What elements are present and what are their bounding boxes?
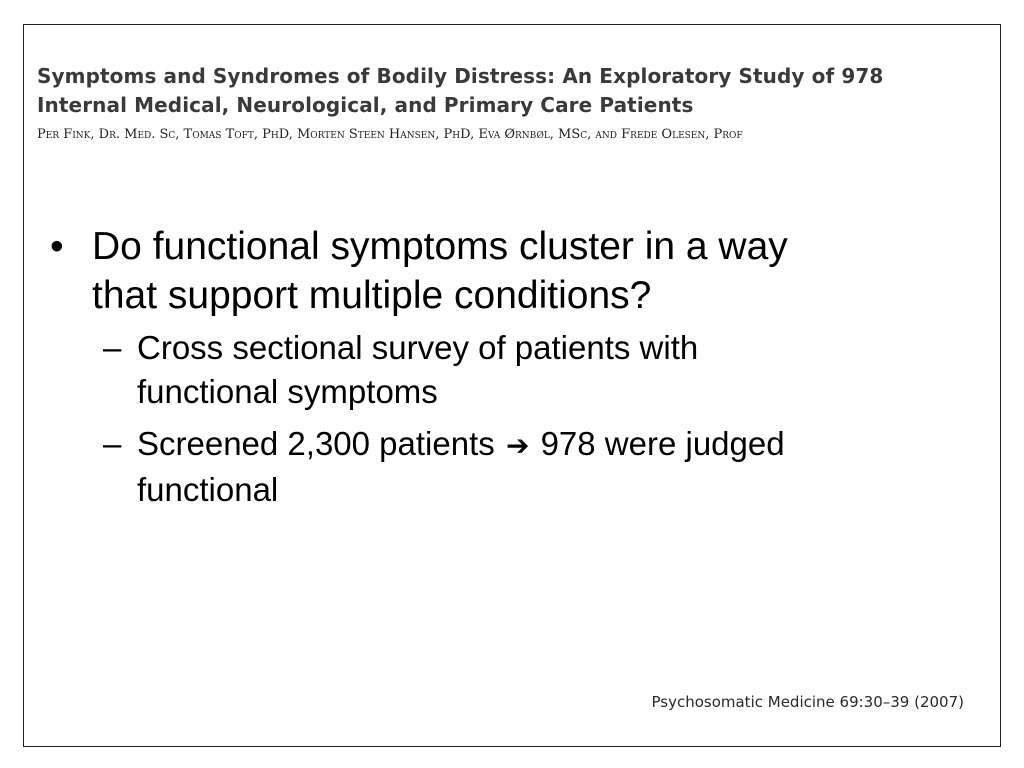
bullet-main-line-1: Do functional symptoms cluster in a way [92,225,788,268]
sub-bullet-screening-before-arrow: Screened 2,300 patients [137,425,495,462]
right-arrow-icon: ➔ [505,429,530,462]
bullet-main-line-2: that support multiple conditions? [92,274,652,317]
paper-title [37,62,997,120]
sub-bullet-screening-text [137,422,950,512]
bullet-dot-icon: • [50,225,64,268]
paper-header [37,62,997,144]
bullet-main [50,222,950,320]
sub-bullet-screening [103,422,950,512]
bullet-main-text [92,222,950,320]
journal-citation: Psychosomatic Medicine 69:30–39 (2007) [651,693,964,711]
dash-icon: – [103,425,122,462]
paper-title-line-2: Internal Medical, Neurological, and Primary Care Patients [37,93,694,117]
paper-authors: Per Fink, Dr. Med. Sc, Tomas Toft, PhD, Morten Steen Hansen, PhD, Eva Ørnbøl, MSc, and Frede Olesen, Prof [37,127,743,142]
sub-bullet-screening-after-arrow: 978 were judged [540,425,785,462]
dash-icon: – [103,329,122,366]
sub-bullet-screening-line-2: functional [137,471,279,508]
sub-bullet-list [50,326,950,512]
bullet-list [50,222,950,520]
paper-title-line-1: Symptoms and Syndromes of Bodily Distress: An Exploratory Study of 978 [37,64,884,88]
sub-bullet-survey-text [137,326,950,414]
sub-bullet-survey-line-1: Cross sectional survey of patients with [137,329,699,366]
sub-bullet-survey-line-2: functional symptoms [137,373,438,410]
sub-bullet-survey [103,326,950,414]
